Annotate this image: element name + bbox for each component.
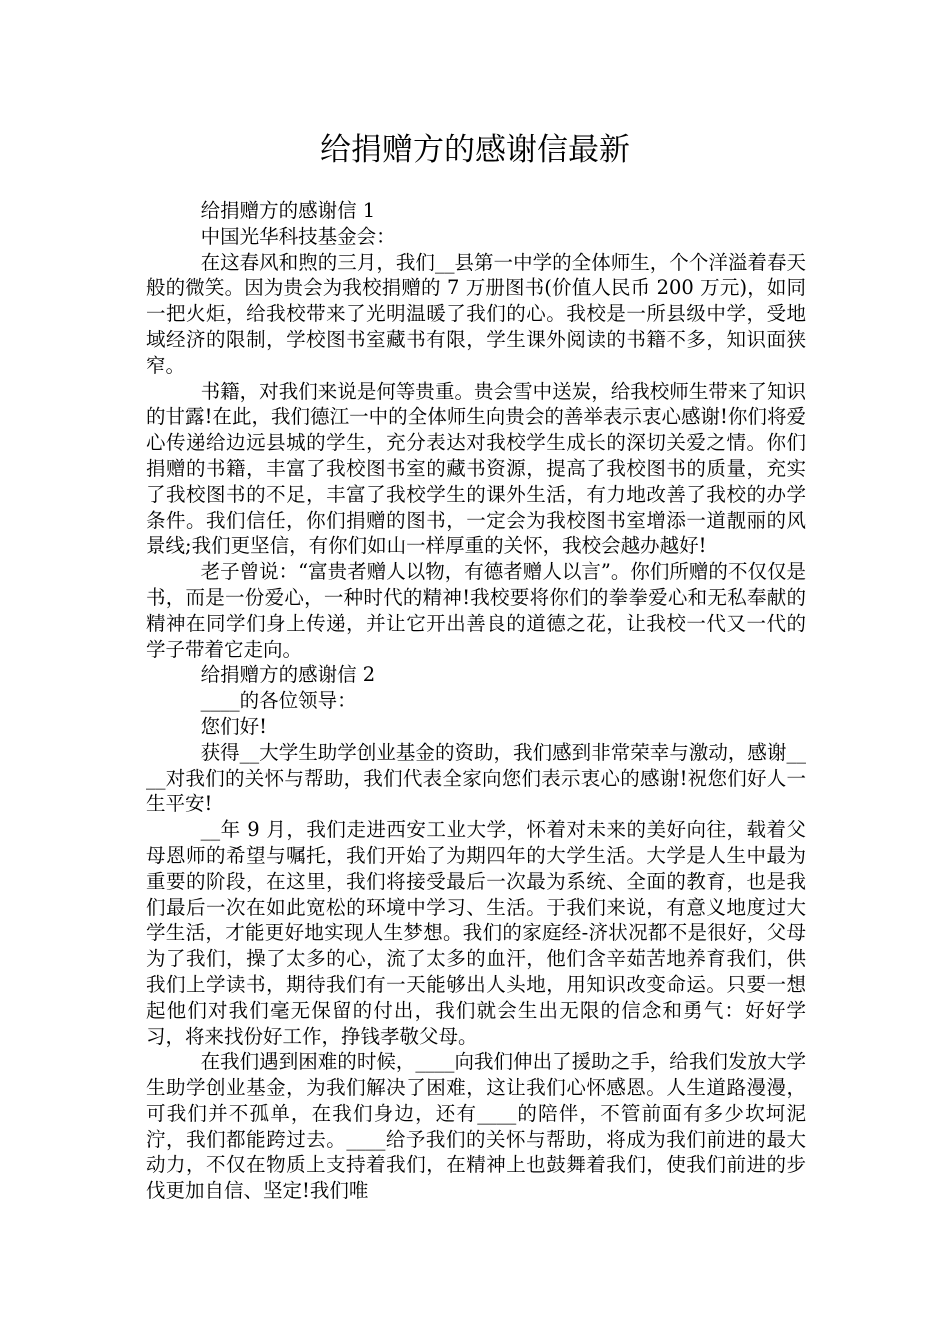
paragraph: 老子曾说：“富贵者赠人以物，有德者赠人以言”。你们所赠的不仅仅是书，而是一份爱心，一种时代的精神!我校要将你们的拳拳爱心和无私奉献的精神在同学们身上传递，并让它开出善良的道德之花，让我校一代又一代的学子带着它走向。 <box>146 560 806 661</box>
document-title: 给捐赠方的感谢信最新 <box>320 132 630 168</box>
paragraph: 书籍，对我们来说是何等贵重。贵会雪中送炭，给我校师生带来了知识的甘露!在此，我们德江一中的全体师生向贵会的善举表示衷心感谢!你们将爱心传递给边远县城的学生，充分表达对我校学生成长的深切关爱之情。你们捐赠的书籍，丰富了我校图书室的藏书资源，提高了我校图书的质量，充实了我校图书的不足，丰富了我校学生的课外生活，有力地改善了我校的办学条件。我们信任，你们捐赠的图书，一定会为我校图书室增添一道靓丽的风景线;我们更坚信，有你们如山一样厚重的关怀，我校会越办越好! <box>146 379 806 558</box>
greeting: 您们好! <box>200 714 267 738</box>
salutation-2: ____的各位领导： <box>200 689 357 713</box>
paragraph: 在我们遇到困难的时候，____向我们伸出了援助之手，给我们发放大学生助学创业基金，为我们解决了困难，这让我们心怀感恩。人生道路漫漫，可我们并不孤单，在我们身边，还有____的陪伴，不管前面有多少坎坷泥泞，我们都能跨过去。____给予我们的关怀与帮助，将成为我们前进的最大动力，不仅在物质上支持着我们，在精神上也鼓舞着我们，使我们前进的步伐更加自信、坚定!我们唯 <box>146 1050 806 1203</box>
section-heading-2: 给捐赠方的感谢信 2 <box>200 663 376 687</box>
document-body <box>146 198 806 1204</box>
salutation-1: 中国光华科技基金会： <box>200 224 396 248</box>
paragraph: __年 9 月，我们走进西安工业大学，怀着对未来的美好向往，载着父母恩师的希望与嘱托，我们开始了为期四年的大学生活。大学是人生中最为重要的阶段，在这里，我们将接受最后一次最为系统、全面的教育，也是我们最后一次在如此宽松的环境中学习、生活。于我们来说，有意义地度过大学生活，才能更好地实现人生梦想。我们的家庭经-济状况都不是很好，父母为了我们，操了太多的心，流了太多的血汗，他们含辛茹苦地养育我们，供我们上学读书，期待我们有一天能够出人头地，用知识改变命运。只要一想起他们对我们毫无保留的付出，我们就会生出无限的信念和勇气：好好学习，将来找份好工作，挣钱孝敬父母。 <box>146 818 806 1048</box>
paragraph: 在这春风和煦的三月，我们__县第一中学的全体师生，个个洋溢着春天般的微笑。因为贵会为我校捐赠的 7 万册图书(价值人民币 200 万元)，如同一把火炬，给我校带来了光明温暖了我们的心。我校是一所县级中学，受地域经济的限制，学校图书室藏书有限，学生课外阅读的书籍不多，知识面狭窄。 <box>146 250 806 377</box>
section-heading-1: 给捐赠方的感谢信 1 <box>200 199 376 222</box>
paragraph: 获得__大学生助学创业基金的资助，我们感到非常荣幸与激动，感谢____对我们的关怀与帮助，我们代表全家向您们表示衷心的感谢!祝您们好人一生平安! <box>146 740 806 816</box>
